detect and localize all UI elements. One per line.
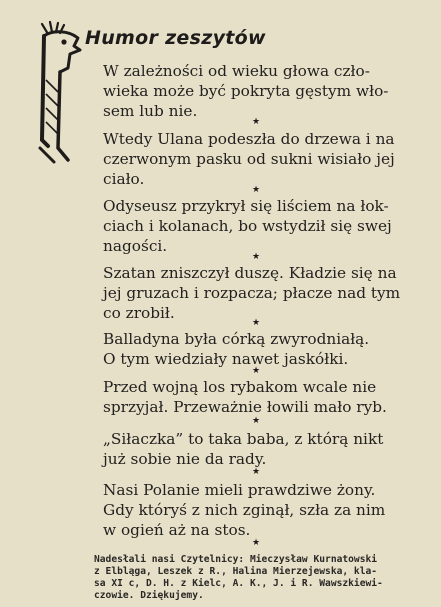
separator-star: ★	[252, 467, 261, 477]
joke-line: czerwonym pasku od sukni wisiało jej	[103, 150, 395, 168]
separator-star: ★	[252, 252, 261, 262]
joke-paragraph	[103, 329, 425, 369]
joke-line: sem lub nie.	[103, 102, 198, 120]
joke-line: sprzyjał. Przeważnie łowili mało ryb.	[103, 398, 387, 416]
joke-paragraph	[103, 480, 425, 540]
joke-line: Przed wojną los rybakom wcale nie	[103, 378, 377, 396]
joke-line: w ogień aż na stos.	[103, 521, 251, 539]
joke-paragraph	[103, 129, 425, 189]
joke-paragraph	[103, 61, 425, 121]
joke-line: Nasi Polanie mieli prawdziwe żony.	[103, 481, 376, 499]
joke-line: już sobie nie da rady.	[103, 450, 267, 468]
joke-line: W zależności od wieku głowa czło-	[103, 62, 370, 80]
joke-line: O tym wiedziały nawet jaskółki.	[103, 350, 349, 368]
joke-line: Balladyna była córką zwyrodniałą.	[103, 330, 370, 348]
joke-paragraph	[103, 377, 425, 417]
credits-line: z Elbląga, Leszek z R., Halina Mierzejewska, kla-	[94, 566, 378, 577]
section-title: Humor zeszytów	[85, 27, 266, 49]
separator-star: ★	[252, 185, 261, 195]
separator-star: ★	[252, 416, 261, 426]
joke-line: nagości.	[103, 237, 168, 255]
joke-line: ciach i kolanach, bo wstydził się swej	[103, 217, 392, 235]
separator-star: ★	[252, 366, 261, 376]
joke-paragraph	[103, 263, 425, 323]
joke-line: jej gruzach i rozpacza; płacze nad tym	[103, 284, 401, 302]
joke-line: ciało.	[103, 170, 145, 188]
mascot-head-illustration	[34, 20, 86, 165]
credits-line: czowie. Dziękujemy.	[94, 590, 204, 601]
joke-line: Szatan zniszczył duszę. Kładzie się na	[103, 264, 397, 282]
joke-line: Gdy któryś z nich zginął, szła za nim	[103, 501, 386, 519]
separator-star: ★	[252, 117, 261, 127]
joke-paragraph	[103, 429, 425, 469]
joke-line: wieka może być pokryta gęstym wło-	[103, 82, 389, 100]
separator-star: ★	[252, 538, 261, 548]
credits-line: sa XI c, D. H. z Kielc, A. K., J. i R. Wawszkiewi-	[94, 578, 383, 589]
reader-credits	[94, 554, 426, 602]
joke-line: Odyseusz przykrył się liściem na łok-	[103, 197, 389, 215]
credits-line: Nadesłali nasi Czytelnicy: Mieczysław Kurnatowski	[94, 554, 378, 565]
joke-line: Wtedy Ulana podeszła do drzewa i na	[103, 130, 395, 148]
joke-line: co zrobił.	[103, 304, 175, 322]
joke-paragraph	[103, 196, 425, 256]
separator-star: ★	[252, 318, 261, 328]
joke-line: „Siłaczka” to taka baba, z którą nikt	[103, 430, 384, 448]
